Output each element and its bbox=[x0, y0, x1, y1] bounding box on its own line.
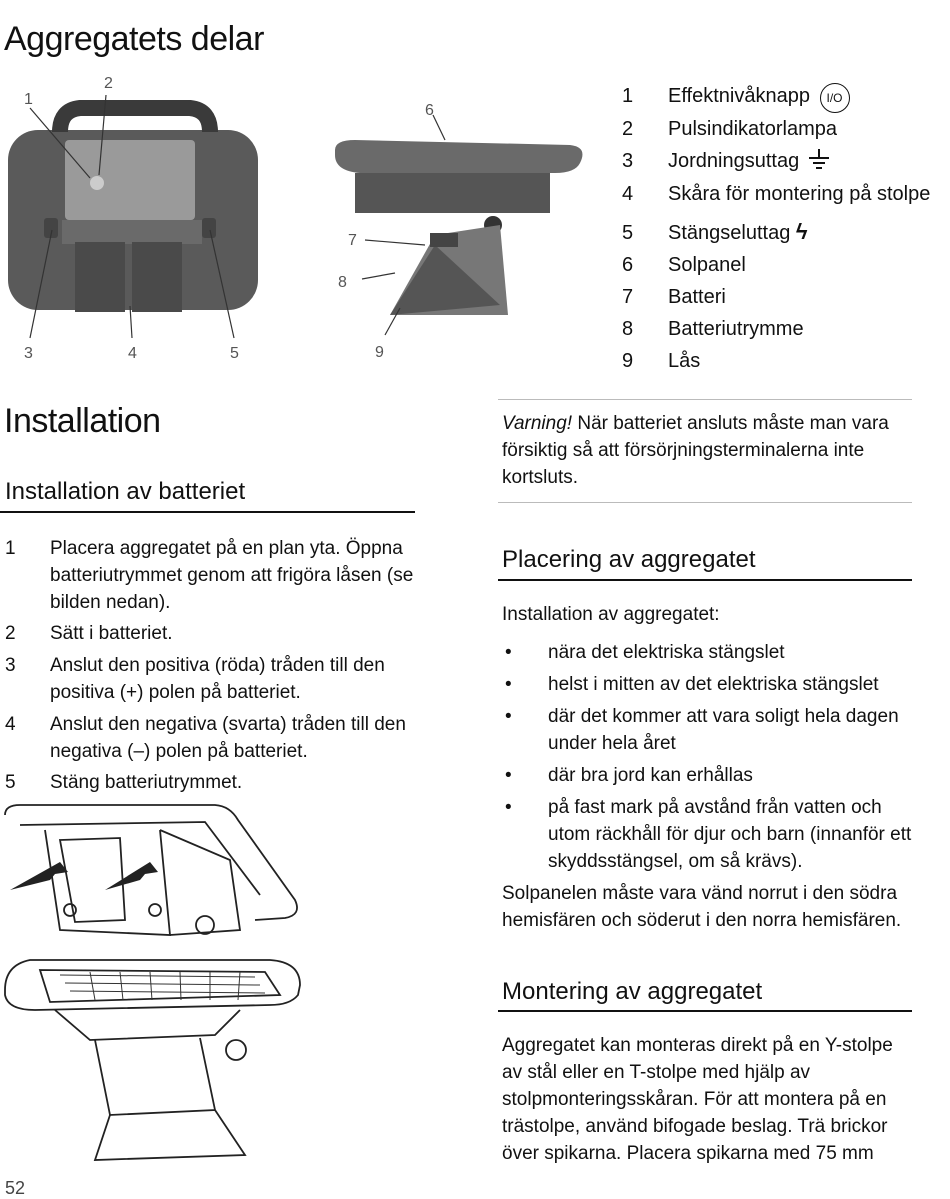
placement-bullet-4 bbox=[503, 762, 913, 789]
bullet-text: där bra jord kan erhållas bbox=[548, 765, 753, 786]
install-step-4 bbox=[5, 711, 415, 765]
callout-5: 5 bbox=[230, 345, 239, 362]
legend-label: Batteri bbox=[668, 286, 726, 308]
legend-num: 3 bbox=[622, 150, 634, 172]
legend-label: Lås bbox=[668, 350, 701, 372]
front-view-illustration bbox=[0, 70, 270, 365]
step-number: 5 bbox=[5, 772, 16, 793]
step-number: 3 bbox=[5, 655, 16, 676]
callout-4: 4 bbox=[128, 345, 137, 362]
battery-heading-rule bbox=[0, 511, 415, 513]
page-number: 52 bbox=[5, 1178, 26, 1198]
mounting-heading-rule bbox=[498, 1010, 912, 1012]
bullet-text: på fast mark på avstånd från vatten och utom räckhåll för djur och barn (innanför ett skyddsstängsel, om så krävs). bbox=[548, 797, 912, 872]
battery-closed-illustration bbox=[0, 950, 310, 1165]
placement-intro: Installation av aggregatet: bbox=[502, 604, 720, 625]
page-title: Aggregatets delar bbox=[4, 20, 264, 58]
ground-icon bbox=[808, 148, 830, 170]
callout-3: 3 bbox=[24, 345, 33, 362]
legend-label: Effektnivåknapp bbox=[668, 85, 810, 107]
bullet-icon: • bbox=[505, 706, 512, 727]
warning-box bbox=[502, 410, 912, 491]
step-text: Placera aggregatet på en plan yta. Öppna batteriutrymmet genom att frigöra låsen (se bilden nedan). bbox=[50, 538, 414, 613]
legend-item-7 bbox=[622, 284, 726, 310]
battery-heading: Installation av batteriet bbox=[5, 478, 246, 505]
install-step-5 bbox=[5, 769, 415, 796]
install-step-3 bbox=[5, 652, 415, 706]
step-number: 1 bbox=[5, 538, 16, 559]
step-text: Stäng batteriutrymmet. bbox=[50, 772, 243, 793]
step-text: Anslut den negativa (svarta) tråden till den negativa (–) polen på batteriet. bbox=[50, 714, 406, 762]
bullet-text: helst i mitten av det elektriska stängslet bbox=[548, 674, 879, 695]
install-step-1 bbox=[5, 535, 415, 616]
legend-label: Batteriutrymme bbox=[668, 318, 804, 340]
callout-line-7 bbox=[365, 240, 425, 245]
placement-bullet-3 bbox=[503, 703, 913, 757]
legend-label: Solpanel bbox=[668, 254, 746, 276]
legend-label: Skåra för montering på stolpe bbox=[668, 183, 931, 205]
callout-line-4 bbox=[130, 306, 132, 338]
placement-bullet-5 bbox=[503, 794, 913, 875]
legend-item-9 bbox=[622, 348, 700, 374]
legend-num: 8 bbox=[622, 318, 634, 340]
placement-bullet-2 bbox=[503, 671, 913, 698]
side-view-device bbox=[335, 140, 582, 315]
legend-item-1 bbox=[622, 83, 850, 113]
legend-num: 4 bbox=[622, 183, 634, 205]
bullet-icon: • bbox=[505, 674, 512, 695]
warning-text: När batteriet ansluts måste man vara försiktig så att försörjningsterminalerna inte kortsluts. bbox=[502, 413, 889, 488]
callout-7: 7 bbox=[348, 232, 357, 249]
legend-label: Pulsindikatorlampa bbox=[668, 118, 837, 140]
legend-num: 6 bbox=[622, 254, 634, 276]
legend-num: 7 bbox=[622, 286, 634, 308]
placement-bullet-1 bbox=[503, 639, 913, 666]
power-button-icon: I/O bbox=[820, 83, 850, 113]
lightning-icon: ϟ bbox=[795, 219, 808, 244]
legend-label: Jordningsuttag bbox=[668, 150, 800, 172]
bullet-icon: • bbox=[505, 765, 512, 786]
side-view-illustration bbox=[330, 95, 590, 365]
warning-bottom-rule bbox=[498, 502, 912, 503]
mounting-heading: Montering av aggregatet bbox=[502, 978, 763, 1005]
legend-num: 2 bbox=[622, 118, 634, 140]
warning-label: Varning! bbox=[502, 413, 573, 434]
legend-item-8 bbox=[622, 316, 804, 342]
legend-item-2 bbox=[622, 116, 837, 142]
step-number: 4 bbox=[5, 714, 16, 735]
legend-label: Stängseluttag bbox=[668, 222, 791, 244]
warning-top-rule bbox=[498, 399, 912, 400]
legend-num: 9 bbox=[622, 350, 634, 372]
arrow-icon bbox=[105, 862, 158, 890]
installation-heading: Installation bbox=[4, 402, 161, 440]
mounting-text: Aggregatet kan monteras direkt på en Y-stolpe av stål eller en T-stolpe med hjälp av stolpmonteringsskåran. För att montera på en trästolpe, använd bifogade beslag. Trä brickor över spikarna. Placera spikarna med 75 mm bbox=[502, 1035, 893, 1164]
callout-line-6 bbox=[433, 115, 445, 140]
bullet-text: nära det elektriska stängslet bbox=[548, 642, 785, 663]
legend-item-4 bbox=[622, 181, 930, 207]
callout-1: 1 bbox=[24, 91, 33, 108]
callout-2: 2 bbox=[104, 75, 113, 92]
callout-9: 9 bbox=[375, 344, 384, 361]
legend-num: 1 bbox=[622, 85, 634, 107]
step-text: Sätt i batteriet. bbox=[50, 623, 173, 644]
arrow-icon bbox=[10, 862, 68, 890]
bullet-icon: • bbox=[505, 797, 512, 818]
install-step-2 bbox=[5, 620, 415, 647]
legend-item-5 bbox=[622, 219, 808, 246]
legend-item-6 bbox=[622, 252, 746, 278]
placement-heading-rule bbox=[498, 579, 912, 581]
step-number: 2 bbox=[5, 623, 16, 644]
callout-line-8 bbox=[362, 273, 395, 279]
placement-heading: Placering av aggregatet bbox=[502, 546, 756, 573]
legend-item-3 bbox=[622, 148, 830, 174]
bullet-text: där det kommer att vara soligt hela dagen under hela året bbox=[548, 706, 899, 754]
callout-6: 6 bbox=[425, 102, 434, 119]
callout-8: 8 bbox=[338, 274, 347, 291]
front-view-device bbox=[8, 108, 258, 312]
bullet-icon: • bbox=[505, 642, 512, 663]
placement-note: Solpanelen måste vara vänd norrut i den södra hemisfären och söderut i den norra hemisfären. bbox=[502, 883, 902, 931]
legend-num: 5 bbox=[622, 222, 634, 244]
battery-open-illustration bbox=[0, 800, 310, 950]
step-text: Anslut den positiva (röda) tråden till den positiva (+) polen på batteriet. bbox=[50, 655, 385, 703]
